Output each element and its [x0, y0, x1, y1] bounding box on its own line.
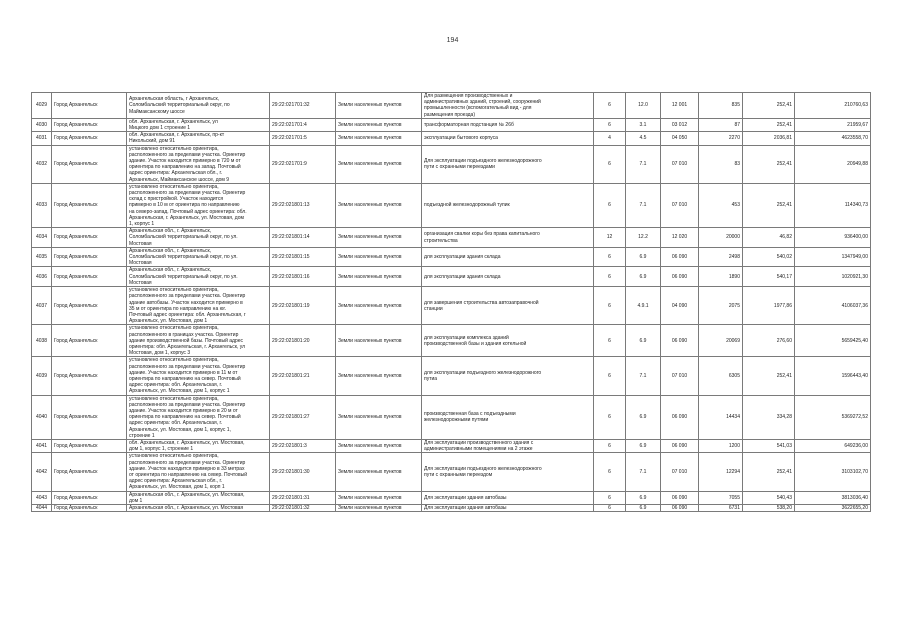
area-cell: 1200: [699, 439, 743, 452]
specific-value-cell: 252,41: [743, 93, 795, 119]
cadastral-number-cell: 29:22:021801:21: [270, 357, 336, 395]
group-code-cell: 6: [594, 357, 626, 395]
municipality-cell: Город Архангельск: [52, 183, 127, 227]
page-number: 194: [446, 37, 459, 44]
use-code-cell: 12.0: [626, 93, 661, 119]
group-code-cell: 4: [594, 132, 626, 145]
table-row: [32, 357, 871, 395]
specific-value-cell: 541,03: [743, 439, 795, 452]
cadastral-value-cell: 4106037,36: [795, 287, 871, 325]
row-number: 4030: [32, 118, 52, 131]
cadastral-value-cell: 210760,63: [795, 93, 871, 119]
row-number: 4040: [32, 395, 52, 439]
classifier-code-cell: 04 090: [661, 287, 699, 325]
address-cell: Архангельская область, г Архангельск, Соломбальский территориальный округ, по Маймаксанскому шоссе: [127, 93, 270, 119]
permitted-use-cell: Для эксплуатации здания автобазы: [422, 505, 594, 512]
address-cell: установлено относительно ориентира, расположенного за пределами участка. Ориентир здание. Участок находится примерно в 20 м от ориентира по направлению на север. Почтовый адрес ориентира: обл. Архангельская, г. Архангельск, ул. Мостовая, дом 1, корпус 1, строение 1: [127, 395, 270, 439]
area-cell: 835: [699, 93, 743, 119]
table-row: [32, 145, 871, 183]
classifier-code-cell: 06 090: [661, 491, 699, 504]
specific-value-cell: 1977,86: [743, 287, 795, 325]
row-number: 4038: [32, 325, 52, 357]
cadastral-number-cell: 29:22:021801:20: [270, 325, 336, 357]
land-category-cell: Земли населенных пунктов: [336, 145, 422, 183]
group-code-cell: 6: [594, 491, 626, 504]
table-row: [32, 287, 871, 325]
specific-value-cell: 334,28: [743, 395, 795, 439]
area-cell: 6305: [699, 357, 743, 395]
classifier-code-cell: 04 050: [661, 132, 699, 145]
cadastral-number-cell: 29:22:021801:13: [270, 183, 336, 227]
row-number: 4044: [32, 505, 52, 512]
cadastral-number-cell: 29:22:021801:31: [270, 491, 336, 504]
land-category-cell: Земли населенных пунктов: [336, 118, 422, 131]
cadastral-number-cell: 29:22:021801:32: [270, 505, 336, 512]
cadastral-number-cell: 29:22:021801:19: [270, 287, 336, 325]
group-code-cell: 6: [594, 325, 626, 357]
land-category-cell: Земли населенных пунктов: [336, 439, 422, 452]
permitted-use-cell: эксплуатации бытового корпуса: [422, 132, 594, 145]
permitted-use-cell: Для размещения производственных и административных зданий, строений, сооружений промышленности (вспомогательный вид - для размещения проезда): [422, 93, 594, 119]
classifier-code-cell: 06 090: [661, 505, 699, 512]
permitted-use-cell: Для эксплуатации подъездного железнодорожного пути с охранными переездом: [422, 453, 594, 491]
address-cell: установлено относительно ориентира, расположенного за пределами участка. Ориентир здание. Участок находится примерно в 33 метрах от ориентира по направлению на север. Почтовый адрес ориентира: Архангельская обл., г. Архангельск, ул. Мостовая, дом 1, корп 1: [127, 453, 270, 491]
group-code-cell: 6: [594, 267, 626, 287]
specific-value-cell: 252,41: [743, 118, 795, 131]
classifier-code-cell: 06 090: [661, 247, 699, 267]
use-code-cell: 6.9: [626, 491, 661, 504]
permitted-use-cell: Для эксплуатации подъездного железнодорожного пути с охранными переездами: [422, 145, 594, 183]
area-cell: 12294: [699, 453, 743, 491]
permitted-use-cell: для эксплуатации подъездного железнодорожного путиа: [422, 357, 594, 395]
cadastral-value-cell: 5659425,40: [795, 325, 871, 357]
use-code-cell: 6.9: [626, 247, 661, 267]
municipality-cell: Город Архангельск: [52, 395, 127, 439]
group-code-cell: 12: [594, 228, 626, 248]
cadastral-number-cell: 29:22:021701:9: [270, 145, 336, 183]
land-category-cell: Земли населенных пунктов: [336, 505, 422, 512]
row-number: 4037: [32, 287, 52, 325]
permitted-use-cell: производственная база с подъездными железнодорожными путями: [422, 395, 594, 439]
cadastral-value-cell: 21959,67: [795, 118, 871, 131]
cadastral-value-cell: 936400,00: [795, 228, 871, 248]
specific-value-cell: 540,43: [743, 491, 795, 504]
cadastral-number-cell: 29:22:021701:4: [270, 118, 336, 131]
table-row: [32, 267, 871, 287]
municipality-cell: Город Архангельск: [52, 505, 127, 512]
use-code-cell: 6.9: [626, 439, 661, 452]
land-category-cell: Земли населенных пунктов: [336, 325, 422, 357]
classifier-code-cell: 07 010: [661, 357, 699, 395]
specific-value-cell: 538,20: [743, 505, 795, 512]
use-code-cell: 4.9.1: [626, 287, 661, 325]
use-code-cell: 6.9: [626, 395, 661, 439]
cadastral-value-cell: 649236,00: [795, 439, 871, 452]
group-code-cell: 6: [594, 118, 626, 131]
table-row: [32, 93, 871, 119]
classifier-code-cell: 06 090: [661, 325, 699, 357]
cadastral-number-cell: 29:22:021801:16: [270, 267, 336, 287]
cadastral-value-cell: 3622655,20: [795, 505, 871, 512]
cadastral-number-cell: 29:22:021801:27: [270, 395, 336, 439]
area-cell: 6731: [699, 505, 743, 512]
area-cell: 87: [699, 118, 743, 131]
permitted-use-cell: трансформаторная подстанция № 26б: [422, 118, 594, 131]
table-row: [32, 439, 871, 452]
area-cell: 453: [699, 183, 743, 227]
land-category-cell: Земли населенных пунктов: [336, 247, 422, 267]
cadastral-value-cell: 3103102,70: [795, 453, 871, 491]
permitted-use-cell: для эксплуатации здания склада: [422, 267, 594, 287]
group-code-cell: 6: [594, 145, 626, 183]
use-code-cell: 7.1: [626, 183, 661, 227]
address-cell: Архангельская обл., г. Архангельск, Соломбальский территориальный округ, по ул. Мостовая: [127, 247, 270, 267]
group-code-cell: 6: [594, 505, 626, 512]
area-cell: 7055: [699, 491, 743, 504]
address-cell: установлено относительно ориентира, расположенного за пределами участка. Ориентир здание. Участок находится примерно в 720 м от ориентира по направлению на запад. Почтовый адрес ориентира: Архангельская обл., г. Архангельск, Маймаксанское шоссе, дом 9: [127, 145, 270, 183]
land-category-cell: Земли населенных пунктов: [336, 132, 422, 145]
specific-value-cell: 252,41: [743, 357, 795, 395]
area-cell: 83: [699, 145, 743, 183]
specific-value-cell: 252,41: [743, 145, 795, 183]
table-row: [32, 118, 871, 131]
classifier-code-cell: 06 090: [661, 439, 699, 452]
land-category-cell: Земли населенных пунктов: [336, 267, 422, 287]
cadastral-value-cell: 20949,88: [795, 145, 871, 183]
address-cell: обл. Архангельская, г. Архангельск, ул. Мостовая, дом 1, корпус 1, строение 1: [127, 439, 270, 452]
municipality-cell: Город Архангельск: [52, 145, 127, 183]
permitted-use-cell: подъездной железнодорожный тупик: [422, 183, 594, 227]
land-category-cell: Земли населенных пунктов: [336, 228, 422, 248]
classifier-code-cell: 12 001: [661, 93, 699, 119]
group-code-cell: 6: [594, 439, 626, 452]
specific-value-cell: 252,41: [743, 453, 795, 491]
table-row: [32, 247, 871, 267]
cadastral-number-cell: 29:22:021801:30: [270, 453, 336, 491]
group-code-cell: 6: [594, 395, 626, 439]
area-cell: 20069: [699, 325, 743, 357]
specific-value-cell: 2036,81: [743, 132, 795, 145]
use-code-cell: 7.1: [626, 145, 661, 183]
group-code-cell: 6: [594, 287, 626, 325]
row-number: 4042: [32, 453, 52, 491]
cadastral-value-cell: 1347949,00: [795, 247, 871, 267]
use-code-cell: 3.1: [626, 118, 661, 131]
group-code-cell: 6: [594, 93, 626, 119]
cadastral-value-cell: 1020921,30: [795, 267, 871, 287]
land-register-table: [31, 92, 871, 512]
table-row: [32, 228, 871, 248]
row-number: 4041: [32, 439, 52, 452]
table-row: [32, 183, 871, 227]
use-code-cell: 4.5: [626, 132, 661, 145]
land-category-cell: Земли населенных пунктов: [336, 93, 422, 119]
classifier-code-cell: 07 010: [661, 453, 699, 491]
specific-value-cell: 46,82: [743, 228, 795, 248]
address-cell: установлено относительно ориентира, расположенного за пределами участка. Ориентир склад с пристройкой. Участок находится примерно в 10 м от ориентира по направлению на северо-запад. Почтовый адрес ориентира: обл. Архангельская, г. Архангельск, ул. Мостовая, дом 1, корпус 1: [127, 183, 270, 227]
cadastral-value-cell: 4623558,70: [795, 132, 871, 145]
row-number: 4032: [32, 145, 52, 183]
permitted-use-cell: Для эксплуатации здания автобазы: [422, 491, 594, 504]
municipality-cell: Город Архангельск: [52, 118, 127, 131]
municipality-cell: Город Архангельск: [52, 228, 127, 248]
municipality-cell: Город Архангельск: [52, 325, 127, 357]
municipality-cell: Город Архангельск: [52, 93, 127, 119]
cadastral-value-cell: 3813036,40: [795, 491, 871, 504]
address-cell: Архангельская обл., г. Архангельск, Соломбальский территориальный округ, по ул. Мостовая: [127, 267, 270, 287]
specific-value-cell: 252,41: [743, 183, 795, 227]
cadastral-value-cell: 114340,73: [795, 183, 871, 227]
row-number: 4036: [32, 267, 52, 287]
row-number: 4033: [32, 183, 52, 227]
municipality-cell: Город Архангельск: [52, 491, 127, 504]
cadastral-number-cell: 29:22:021801:3: [270, 439, 336, 452]
row-number: 4035: [32, 247, 52, 267]
row-number: 4034: [32, 228, 52, 248]
land-category-cell: Земли населенных пунктов: [336, 287, 422, 325]
land-category-cell: Земли населенных пунктов: [336, 491, 422, 504]
cadastral-number-cell: 29:22:021701:32: [270, 93, 336, 119]
address-cell: обл. Архангельская, г. Архангельск, ул Мицкого дом 1 строение 1: [127, 118, 270, 131]
classifier-code-cell: 06 090: [661, 395, 699, 439]
area-cell: 20000: [699, 228, 743, 248]
table-row: [32, 395, 871, 439]
cadastral-value-cell: 1596443,40: [795, 357, 871, 395]
address-cell: обл. Архангельская, г. Архангельск, пр-кт Никольский, дом 91: [127, 132, 270, 145]
specific-value-cell: 540,02: [743, 247, 795, 267]
table-row: [32, 505, 871, 512]
land-category-cell: Земли населенных пунктов: [336, 453, 422, 491]
row-number: 4043: [32, 491, 52, 504]
group-code-cell: 6: [594, 183, 626, 227]
row-number: 4039: [32, 357, 52, 395]
row-number: 4029: [32, 93, 52, 119]
cadastral-value-cell: 5369272,52: [795, 395, 871, 439]
permitted-use-cell: Для эксплуатации производственного здания с административными помещениями на 2 этаже: [422, 439, 594, 452]
specific-value-cell: 276,60: [743, 325, 795, 357]
use-code-cell: 7.1: [626, 357, 661, 395]
land-category-cell: Земли населенных пунктов: [336, 183, 422, 227]
area-cell: 2498: [699, 247, 743, 267]
permitted-use-cell: для эксплуатации комплекса зданий производственной базы и здания котельной: [422, 325, 594, 357]
table-row: [32, 132, 871, 145]
permitted-use-cell: для эксплуатации здания склада: [422, 247, 594, 267]
area-cell: 2075: [699, 287, 743, 325]
address-cell: установлено относительно ориентира, расположенного за пределами участка. Ориентир здание. Участок находится примерно в 11 м от ориентира по направлению на север. Почтовый адрес ориентира: обл. Архангельская, г. Архангельск, ул. Мостовая, дом 1, корпус 1: [127, 357, 270, 395]
municipality-cell: Город Архангельск: [52, 267, 127, 287]
area-cell: 2270: [699, 132, 743, 145]
use-code-cell: 6.9: [626, 267, 661, 287]
municipality-cell: Город Архангельск: [52, 453, 127, 491]
land-category-cell: Земли населенных пунктов: [336, 395, 422, 439]
specific-value-cell: 540,17: [743, 267, 795, 287]
cadastral-number-cell: 29:22:021801:14: [270, 228, 336, 248]
use-code-cell: 7.1: [626, 453, 661, 491]
municipality-cell: Город Архангельск: [52, 439, 127, 452]
row-number: 4031: [32, 132, 52, 145]
classifier-code-cell: 07 010: [661, 145, 699, 183]
municipality-cell: Город Архангельск: [52, 247, 127, 267]
permitted-use-cell: организация свалки коры без права капитального строительства: [422, 228, 594, 248]
group-code-cell: 6: [594, 453, 626, 491]
address-cell: установлено относительно ориентира, расположенного в границах участка. Ориентир здание производственной базы. Почтовый адрес ориентира: обл. Архангельская, г. Архангельск, ул Мостовая, дом 1, корпус 3: [127, 325, 270, 357]
table-row: [32, 325, 871, 357]
address-cell: установлено относительно ориентира, расположенного за пределами участка. Ориентир здание автобазы. Участок находится примерно в 35 м от ориентира по направлению на юг. Почтовый адрес ориентира: обл. Архангельская, г Архангельск, ул. Мостовая, дом 1: [127, 287, 270, 325]
municipality-cell: Город Архангельск: [52, 287, 127, 325]
land-category-cell: Земли населенных пунктов: [336, 357, 422, 395]
classifier-code-cell: 06 090: [661, 267, 699, 287]
use-code-cell: 12.2: [626, 228, 661, 248]
table-row: [32, 453, 871, 491]
classifier-code-cell: 12 020: [661, 228, 699, 248]
permitted-use-cell: для завершения строительства автозаправочной станции: [422, 287, 594, 325]
cadastral-number-cell: 29:22:021801:15: [270, 247, 336, 267]
address-cell: Архангельская обл., г. Архангельск, Соломбальский территориальный округ, по ул. Мостовая: [127, 228, 270, 248]
use-code-cell: 6.9: [626, 325, 661, 357]
address-cell: Архангельская обл., г. Архангельск, ул. Мостовая: [127, 505, 270, 512]
group-code-cell: 6: [594, 247, 626, 267]
area-cell: 1890: [699, 267, 743, 287]
municipality-cell: Город Архангельск: [52, 357, 127, 395]
municipality-cell: Город Архангельск: [52, 132, 127, 145]
area-cell: 14434: [699, 395, 743, 439]
table-row: [32, 491, 871, 504]
classifier-code-cell: 03 012: [661, 118, 699, 131]
use-code-cell: 6.9: [626, 505, 661, 512]
cadastral-number-cell: 29:22:021701:5: [270, 132, 336, 145]
classifier-code-cell: 07 010: [661, 183, 699, 227]
address-cell: Архангельская обл., г. Архангельск, ул. Мостовая, дом 1: [127, 491, 270, 504]
